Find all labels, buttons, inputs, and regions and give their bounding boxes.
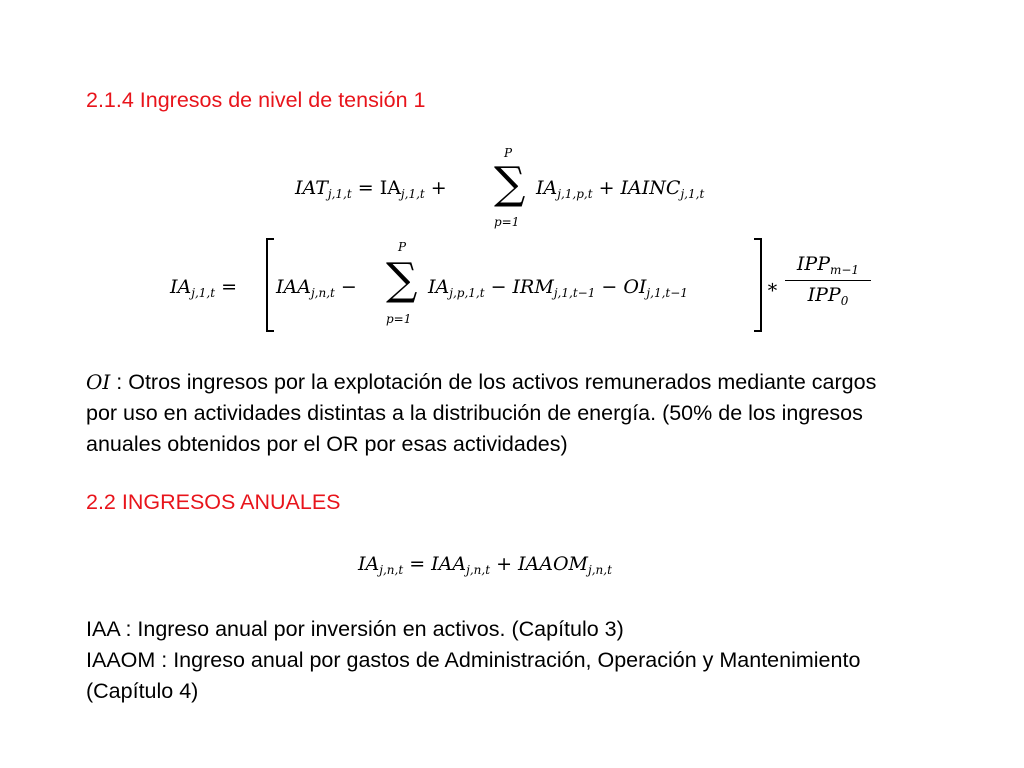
fraction-numerator: $IPP_{m-1}$ xyxy=(796,253,860,277)
oi-definition-line-3: anuales obtenidos por el OR por esas actividades) xyxy=(86,432,568,456)
formula-iat-sum-lower: p=1 xyxy=(494,215,520,229)
iaaom-definition-line-2: (Capítulo 4) xyxy=(86,679,199,703)
section-heading-2-2: 2.2 INGRESOS ANUALES xyxy=(86,490,341,514)
formula-ia-lhs: $IA_{j,1,t}$ = xyxy=(170,276,238,300)
oi-definition-line-1: OI : Otros ingresos por la explotación de los activos remunerados mediante cargos xyxy=(86,370,877,394)
fraction-bar xyxy=(785,280,871,281)
section-heading-2-1-4: 2.1.4 Ingresos de nivel de tensión 1 xyxy=(86,88,426,112)
formula-ia-sum-lower: p=1 xyxy=(386,312,412,326)
formula-ia-term-iaa: $IAA_{j,n,t}$ − xyxy=(276,276,357,300)
formula-ia-rhs: $IA_{j,p,1,t} - IRM_{j,1,t-1} - OI_{j,1,t-1}$ xyxy=(428,276,688,300)
iaaom-definition-line-1: IAAOM : Ingreso anual por gastos de Administración, Operación y Mantenimiento xyxy=(86,648,861,672)
formula-iat-rhs: $IA_{j,1,p,t}$ + $IAINC_{j,1,t}$ xyxy=(536,177,705,201)
formula-ia-fraction xyxy=(785,253,871,308)
formula-ia-sum-upper: P xyxy=(398,240,407,254)
oi-definition-line-2: por uso en actividades distintas a la distribución de energía. (50% de los ingresos xyxy=(86,401,863,425)
left-bracket xyxy=(266,238,274,332)
formula-ia-sigma: ∑ xyxy=(386,254,418,305)
formula-iat-lhs: $IAT_{j,1,t} = IA_{j,1,t}$ + xyxy=(295,177,447,201)
fraction-denominator: $IPP_0$ xyxy=(807,284,849,308)
iaa-definition: IAA : Ingreso anual por inversión en activos. (Capítulo 3) xyxy=(86,617,624,641)
oi-symbol: OI xyxy=(86,370,111,394)
formula-iat-sigma: ∑ xyxy=(494,158,526,209)
formula-ia-multiply: ∗ xyxy=(766,276,779,298)
right-bracket xyxy=(754,238,762,332)
formula-ia-annual: $IA_{j,n,t} = IAA_{j,n,t}$ + $IAAOM_{j,n,t}$ xyxy=(358,553,612,577)
formula-iat-sum-upper: P xyxy=(504,146,513,160)
